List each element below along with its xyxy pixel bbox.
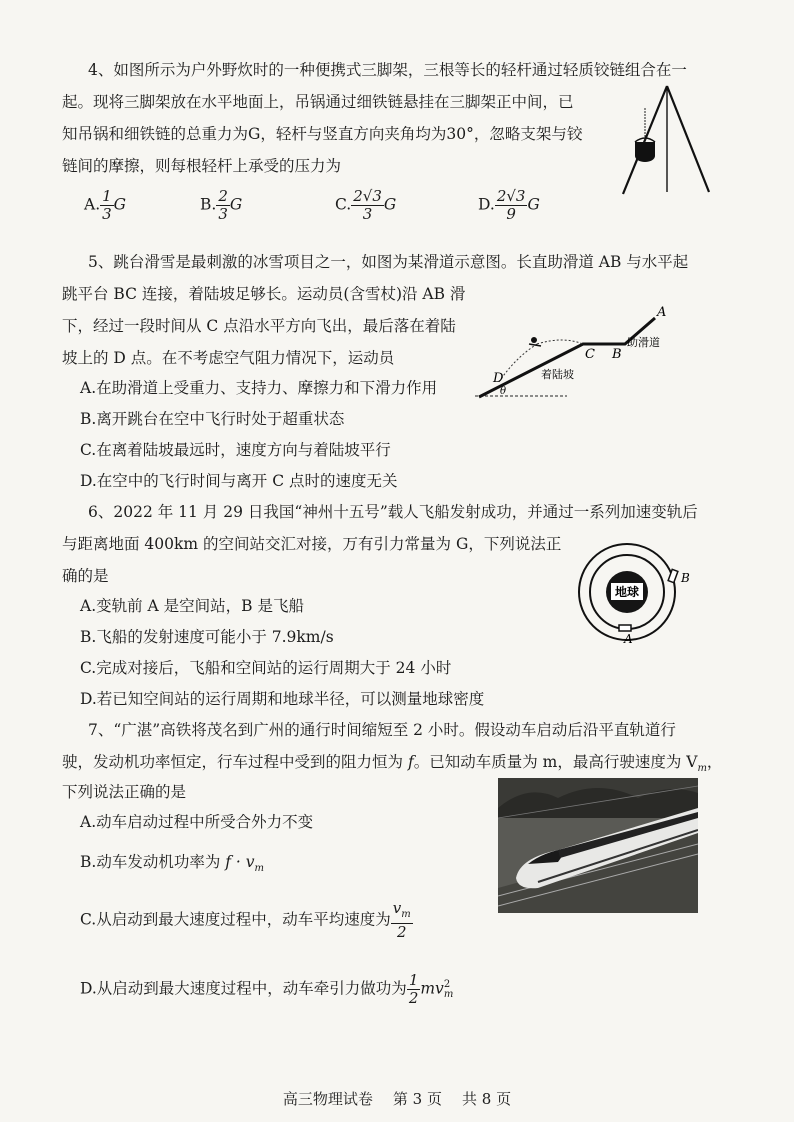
q7-option-c: C.从启动到最大速度过程中，动车平均速度为 $\frac{v_m}{2}$ — [80, 899, 411, 941]
q6-option-c: C.完成对接后，飞船和空间站的运行周期大于 24 小时 — [80, 659, 452, 677]
page-footer — [0, 1088, 794, 1109]
q4-option-c: C. $\frac{2√3}{3}$ G — [335, 187, 397, 223]
label-b-sat: B — [681, 571, 690, 585]
q5-line4: 坡上的 D 点。在不考虑空气阻力情况下，运动员 — [62, 349, 395, 367]
label-runway: 助滑道 — [627, 336, 660, 349]
footer-title: 高三物理试卷 — [282, 1090, 373, 1108]
label-b: B — [612, 347, 622, 362]
q5-option-d: D.在空中的飞行时间与离开 C 点时的速度无关 — [80, 472, 398, 490]
q4-line1: 4、如图所示为户外野炊时的一种便携式三脚架，三根等长的轻杆通过轻质铰链组合在一 — [88, 61, 687, 79]
label-a-sat: A — [624, 632, 633, 645]
q5-line3: 下，经过一段时间从 C 点沿水平方向飞出，最后落在着陆 — [62, 317, 456, 335]
label-c: C — [585, 347, 595, 362]
q6-line2: 与距离地面 400km 的空间站交汇对接，万有引力常量为 G，下列说法正 — [62, 535, 562, 553]
q7-option-a: A.动车启动过程中所受合外力不变 — [80, 813, 314, 831]
q5-option-b: B.离开跳台在空中飞行时处于超重状态 — [80, 410, 345, 428]
train-photo — [498, 778, 698, 913]
q4-option-b: B. $\frac{2}{3}$ G — [200, 187, 243, 223]
q5-option-c: C.在离着陆坡最远时，速度方向与着陆坡平行 — [80, 441, 391, 459]
q4-line2: 起。现将三脚架放在水平地面上，吊锅通过细铁链悬挂在三脚架正中间，已 — [62, 93, 574, 111]
q7-line1: 7、“广湛”高铁将茂名到广州的通行时间缩短至 2 小时。假设动车启动后沿平直轨道行 — [88, 721, 676, 739]
label-a: A — [657, 305, 667, 320]
q6-line1: 6、2022 年 11 月 29 日我国“神州十五号”载人飞船发射成功，并通过一系列加速变轨后 — [88, 503, 698, 521]
label-d: D — [493, 371, 504, 386]
q6-line3: 确的是 — [62, 567, 109, 585]
ski-jump-figure — [475, 300, 685, 405]
q7-option-d: D.从启动到最大速度过程中，动车牵引力做功为 $\frac{1}{2}$ mv 2 m — [80, 971, 454, 1007]
q5-option-a: A.在助滑道上受重力、支持力、摩擦力和下滑力作用 — [80, 379, 438, 397]
earth-label: 地球 — [614, 585, 640, 599]
footer-page: 第 3 页 — [392, 1090, 442, 1108]
q5-line2: 跳平台 BC 连接，着陆坡足够长。运动员(含雪杖)沿 AB 滑 — [62, 285, 466, 303]
orbit-figure — [575, 540, 695, 645]
q4-option-d: D. $\frac{2√3}{9}$ G — [478, 187, 540, 223]
q5-line1: 5、跳台滑雪是最刺激的冰雪项目之一，如图为某滑道示意图。长直助滑道 AB 与水平起 — [88, 253, 689, 271]
tripod-figure — [615, 80, 715, 200]
label-slope: 着陆坡 — [541, 368, 574, 381]
q6-option-a: A.变轨前 A 是空间站，B 是飞船 — [80, 597, 304, 615]
q4-line4: 链间的摩擦，则每根轻杆上承受的压力为 — [62, 157, 342, 175]
footer-total: 共 8 页 — [462, 1090, 512, 1108]
q6-option-b: B.飞船的发射速度可能小于 7.9km/s — [80, 628, 334, 646]
q6-option-d: D.若已知空间站的运行周期和地球半径，可以测量地球密度 — [80, 690, 485, 708]
q4-option-a: A. $\frac{1}{3}$ G — [84, 187, 127, 223]
q7-line3: 下列说法正确的是 — [62, 783, 187, 801]
q7-option-b: B.动车发动机功率为 $f \cdot v_m$ — [80, 853, 265, 874]
q4-line3: 知吊锅和细铁链的总重力为G，轻杆与竖直方向夹角均为30°，忽略支架与铰 — [62, 125, 583, 143]
q7-line2: 驶，发动机功率恒定，行车过程中受到的阻力恒为 f。已知动车质量为 m，最高行驶速度为 $V_m$， — [62, 753, 723, 774]
label-theta: θ — [500, 386, 507, 397]
